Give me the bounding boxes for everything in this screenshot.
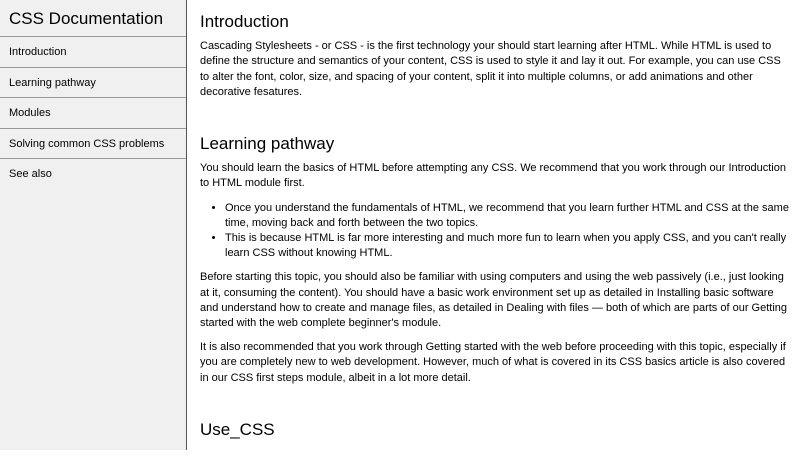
paragraph: It is also recommended that you work through Getting started with the web before proceeding with this topic, especially if you are completely new to web development. However, much of what is covered in its CSS basics article is also covered in our CSS first steps module, albeit in a lot more detail. bbox=[200, 341, 786, 384]
nav-item-introduction[interactable]: Introduction bbox=[0, 37, 186, 68]
paragraph: You should learn the basics of HTML before attempting any CSS. We recommend that you work through our Introduction to HTML module first. bbox=[200, 162, 786, 190]
paragraph: Before starting this topic, you should also be familiar with using computers and using the web passively (i.e., just looking at it, consuming the content). You should have a basic work environment set up as detailed in Installing basic software and understand how to create and manage files, as detailed in Dealing with files — both of which are parts of our Getting started with the web complete beginner's module. bbox=[200, 271, 788, 330]
bullet-list bbox=[225, 201, 790, 262]
sidebar bbox=[0, 0, 187, 450]
nav-item-learning-pathway[interactable]: Learning pathway bbox=[0, 68, 186, 99]
list-item: • Once you understand the fundamentals of HTML, we recommend that you learn further HTML and CSS at the same time, moving back and forth between the two topics. bbox=[225, 201, 790, 231]
heading-learning-pathway: Learning pathway bbox=[200, 134, 335, 154]
paragraph: Cascading Stylesheets - or CSS - is the first technology your should start learning after HTML. While HTML is used to define the structure and semantics of your content, CSS is used to style it and lay it out. For example, you can use CSS to alter the font, color, size, and spacing of your content, split it into multiple columns, or add animations and other decorative fesatures. bbox=[200, 40, 781, 98]
nav-item-see-also[interactable]: See also bbox=[9, 168, 52, 181]
section-learning-pathway bbox=[200, 136, 790, 386]
main-content bbox=[200, 0, 790, 473]
nav-item-solving-problems[interactable]: Solving common CSS problems bbox=[0, 129, 186, 160]
list-item: • This is because HTML is far more interesting and much more fun to learn when you apply CSS, and you can't really learn CSS without knowing HTML. bbox=[225, 231, 790, 261]
sidebar-title: CSS Documentation bbox=[0, 0, 186, 37]
section-introduction bbox=[200, 14, 790, 100]
heading-use-css: Use_CSS bbox=[200, 419, 275, 439]
heading-introduction: Introduction bbox=[200, 12, 289, 31]
nav-item-modules[interactable]: Modules bbox=[0, 98, 186, 129]
section-use-css bbox=[200, 419, 790, 439]
